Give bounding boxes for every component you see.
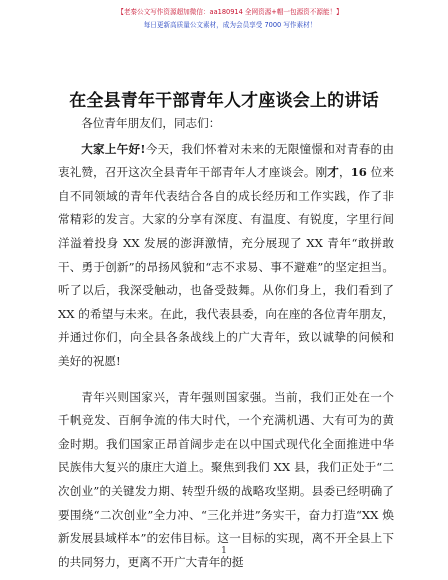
document-body (58, 112, 394, 574)
paragraph-text: 位来自不同领域的青年代表结合各自的成长经历和工作实践，作了非常精彩的发言。大家的分享有深度、有温度、有锐度，字里行间洋溢着投身 XX 发展的澎湃激情，充分展现了 XX 青年“敢拼敢干、勇于创新”的昂扬风貌和“志不求易、事不避难”的坚定担当。听了以后，我深受触动，也备受鼓舞。从你们身上，我们看到了 XX 的希望与未来。在此，我代表县委，向在座的各位青年朋友，并通过你们，向全县各条战线上的广大青年，致以诚挚的问候和美好的祝愿! (58, 165, 394, 368)
document-title: 在全县青年干部青年人才座谈会上的讲话 (69, 91, 379, 111)
greeting-bold: 大家上午好! (81, 141, 146, 156)
paragraph-text: ， (339, 165, 351, 180)
bold-number: 16 (350, 165, 367, 180)
bold-char: 才 (327, 165, 340, 180)
banner-line-promo: 【老秦公文写作资源超加微信：aa180914 全网资源+帽一包源资不源能！】 (117, 8, 343, 16)
header-banner (80, 6, 380, 32)
paragraph-opening (58, 138, 394, 374)
paragraph-text: 今天，我们怀着对未来的无限憧憬和对青春的由衷礼赞，召开这次全县青年干部青年人才座谈会。刚 (58, 141, 394, 180)
page-number: 1 (221, 546, 227, 556)
paragraph-second: 青年兴则国家兴，青年强则国家强。当前，我们正处在一个千帆竞发、百舸争流的伟大时代，一个充满机遇、大有可为的黄金时期。我们国家正昂首阔步走在以中国式现代化全面推进中华民族伟大复兴的康庄大道上。聚焦到我们 XX 县，我们正处于“二次创业”的关键发力期、转型升级的战略攻坚期。县委已经明确了要围绕“二次创业”全力冲、“三化并进”务实干，奋力打造“XX 焕新发展县域样本”的宏伟目标。这一目标的实现，离不开全县上下的共同努力，更离不开广大青年的挺 (58, 389, 394, 569)
salutation: 各位青年朋友们，同志们： (81, 116, 221, 130)
banner-line-membership: 每日更新高质量公文素材，成为会员享受 7000 写作素材！ (143, 21, 317, 29)
